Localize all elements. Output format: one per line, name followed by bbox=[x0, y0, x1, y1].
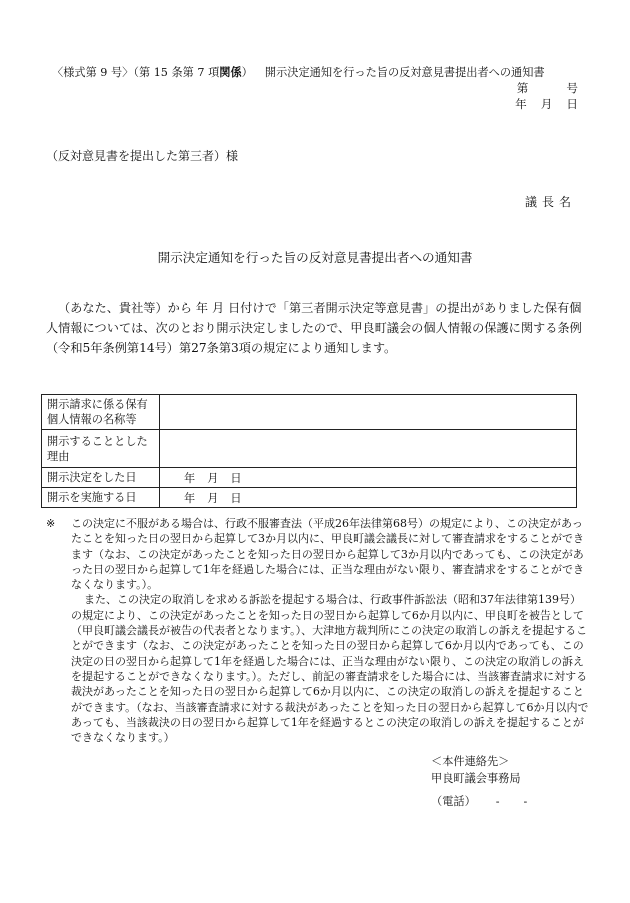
note-appeal-text: この決定に不服がある場合は、行政不服審査法（平成26年法律第68号）の規定により、この決定があったことを知った日の翌日から起算して3か月以内に、甲良町議会議長に対して審査請求をすることができます（なお、この決定があったことを知った日の翌日から起算して3か月以内であっても、この決定があった日の翌日から起算して1年を経過した場合には、正当な理由がない限り、審査請求をすることができなくなります。）。 bbox=[71, 517, 584, 592]
implementation-month: 月 bbox=[207, 491, 219, 505]
row-label-decision-date: 開示決定をした日 bbox=[42, 468, 160, 488]
note-mark: ※ bbox=[46, 517, 56, 530]
contact-office: 甲良町議会事務局 bbox=[431, 772, 521, 785]
note-appeal bbox=[46, 516, 591, 592]
row-value-decision-date bbox=[160, 468, 577, 488]
row-label-implementation-date: 開示を実施する日 bbox=[42, 488, 160, 508]
row-label-reason: 開示することとした理由 bbox=[42, 430, 160, 468]
decision-year: 年 bbox=[184, 471, 196, 485]
phone-separator: - bbox=[495, 795, 500, 808]
note-lawsuit: また、この決定の取消しを求める訴訟を提起する場合は、行政事件訴訟法（昭和37年法律第139号）の規定により、この決定があったことを知った日の翌日から起算して6か月以内に、甲良町を被告として（甲良町議会議長が被告の代表者となります。）、大津地方裁判所にこの決定の取消しの訴えを提起することができます（なお、この決定があったことを知った日の翌日から起算して6か月以内であっても、この決定の日の翌日から起算して1年を経過した場合には、正当な理由がない限り、この決定の取消しの訴えを提起することができなくなります。）。ただし、前記の審査請求をした場合には、当該審査請求に対する裁決があったことを知った日の翌日から起算して6か月以内に、この決定の取消しの訴えを提起することができます。（なお、当該審査請求に対する裁決があったことを知った日の翌日から起算して6か月以内であっても、当該裁決の日の翌日から起算して1年を経過するとこの決定の取消しの訴えを提起することができなくなります。） bbox=[71, 593, 589, 745]
table-row bbox=[42, 430, 577, 468]
table-row bbox=[42, 395, 577, 430]
implementation-day: 日 bbox=[230, 491, 242, 505]
phone-label: （電話） bbox=[431, 795, 476, 808]
clause-prefix: （第 15 条第 7 項 bbox=[133, 66, 220, 79]
document-title: 開示決定通知を行った旨の反対意見書提出者への通知書 bbox=[157, 250, 473, 265]
decision-month: 月 bbox=[207, 471, 219, 485]
row-value-implementation-date bbox=[160, 488, 577, 508]
body-paragraph: （あなた、貴社等）から 年 月 日付けで「第三者開示決定等意見書」の提出がありました保有個人情報については、次のとおり開示決定しましたので、甲良町議会の個人情報の保護に関する条例（令和5年条例第14号）第27条第3項の規定により通知します。 bbox=[46, 301, 582, 355]
table-row bbox=[42, 468, 577, 488]
row-value-info-name bbox=[160, 395, 577, 430]
row-value-reason bbox=[160, 430, 577, 468]
document-number-block bbox=[515, 80, 578, 112]
form-number: 〈様式第 9 号〉 bbox=[52, 66, 134, 79]
clause-bold: 関係 bbox=[219, 65, 242, 79]
issuer-name: 議長名 bbox=[524, 195, 576, 209]
contact-heading: ＜本件連絡先＞ bbox=[431, 755, 510, 768]
notes-section bbox=[46, 516, 591, 745]
contact-phone bbox=[431, 793, 527, 809]
date-year: 年 bbox=[515, 97, 527, 111]
form-header bbox=[52, 64, 545, 80]
decision-day: 日 bbox=[230, 471, 242, 485]
row-label-info-name: 開示請求に係る保有個人情報の名称等 bbox=[42, 395, 160, 430]
disclosure-info-table bbox=[41, 394, 577, 508]
addressee: （反対意見書を提出した第三者）様 bbox=[46, 149, 239, 163]
form-header-title: 開示決定通知を行った旨の反対意見書提出者への通知書 bbox=[264, 66, 545, 79]
implementation-year: 年 bbox=[184, 491, 196, 505]
number-go: 号 bbox=[566, 81, 578, 95]
date-month: 月 bbox=[540, 97, 553, 111]
clause-suffix: ） bbox=[241, 66, 253, 79]
date-day: 日 bbox=[566, 97, 578, 111]
table-row bbox=[42, 488, 577, 508]
phone-separator: - bbox=[523, 795, 528, 808]
number-dai: 第 bbox=[516, 81, 529, 95]
